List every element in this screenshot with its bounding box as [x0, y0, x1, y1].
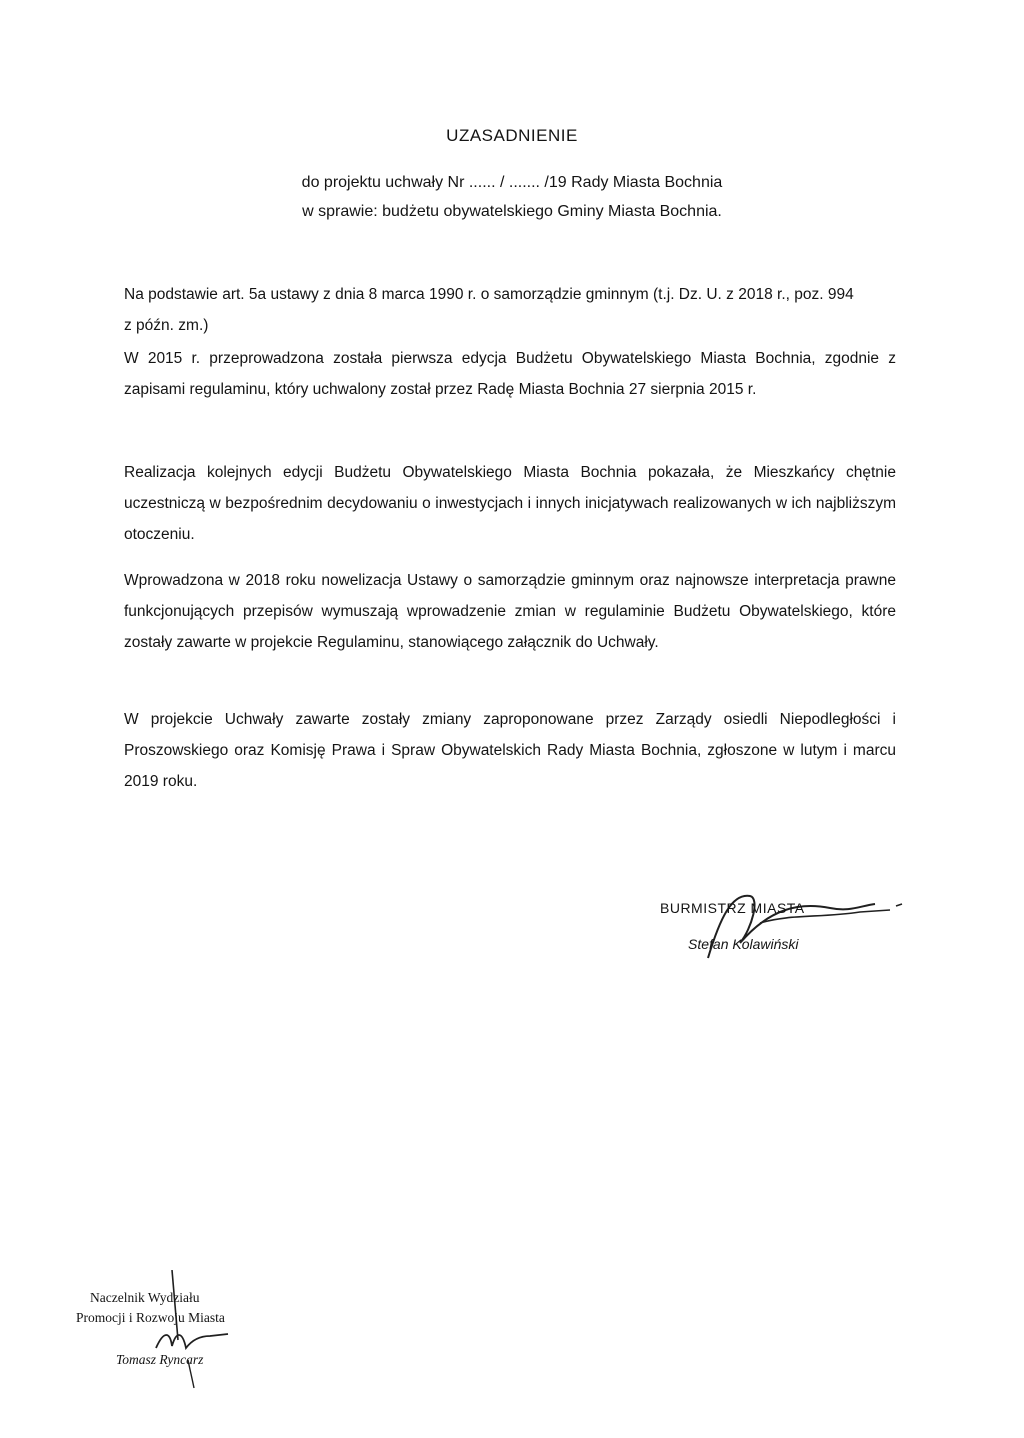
document-subheading: [0, 168, 1024, 226]
subheading-line-2: w sprawie: budżetu obywatelskiego Gminy Miasta Bochnia.: [302, 203, 722, 220]
department-signature-block: [60, 1270, 320, 1390]
paragraph-legal-basis: Na podstawie art. 5a ustawy z dnia 8 marca 1990 r. o samorządzie gminnym (t.j. Dz. U. z 2018 r., poz. 994 z późn. zm.): [124, 286, 854, 334]
department-head-name: Tomasz Ryncarz: [116, 1352, 204, 1367]
document-heading: UZASADNIENIE: [446, 126, 578, 145]
paragraph-first-edition: W 2015 r. przeprowadzona została pierwsza edycja Budżetu Obywatelskiego Miasta Bochnia, zgodnie z zapisami regulaminu, który uchwalony został przez Radę Miasta Bochnia 27 sierpnia 2015 r.: [124, 350, 896, 398]
mayor-signature-block: [660, 888, 940, 968]
paragraph-realization: Realizacja kolejnych edycji Budżetu Obywatelskiego Miasta Bochnia pokazała, że Mieszkańcy chętnie uczestniczą w bezpośrednim decydowaniu o inwestycjach i innych inicjatywach realizowanych w ich najbliższym otoczeniu.: [124, 464, 896, 543]
mayor-name: Stefan Kolawiński: [688, 936, 799, 952]
subheading-line-1: do projektu uchwały Nr ...... / ....... /19 Rady Miasta Bochnia: [301, 174, 723, 191]
department-signature-scribble: [60, 1270, 320, 1390]
paragraph-amendment: Wprowadzona w 2018 roku nowelizacja Ustawy o samorządzie gminnym oraz najnowsze interpretacja prawne funkcjonujących przepisów wymuszają wprowadzenie zmian w regulaminie Budżetu Obywatelskiego, które zostały zawarte w projekcie Regulaminu, stanowiącego załącznik do Uchwały.: [124, 572, 896, 651]
department-name: Promocji i Rozwoju Miasta: [76, 1310, 225, 1325]
paragraph-proposed-changes: W projekcie Uchwały zawarte zostały zmiany zaproponowane przez Zarządy osiedli Niepodległości i Proszowskiego oraz Komisję Prawa i Spraw Obywatelskich Rady Miasta Bochnia, zgłoszone w lutym i marcu 2019 roku.: [124, 711, 896, 790]
department-head-title: Naczelnik Wydziału: [90, 1290, 200, 1305]
mayor-title: BURMISTRZ MIASTA: [660, 900, 805, 916]
